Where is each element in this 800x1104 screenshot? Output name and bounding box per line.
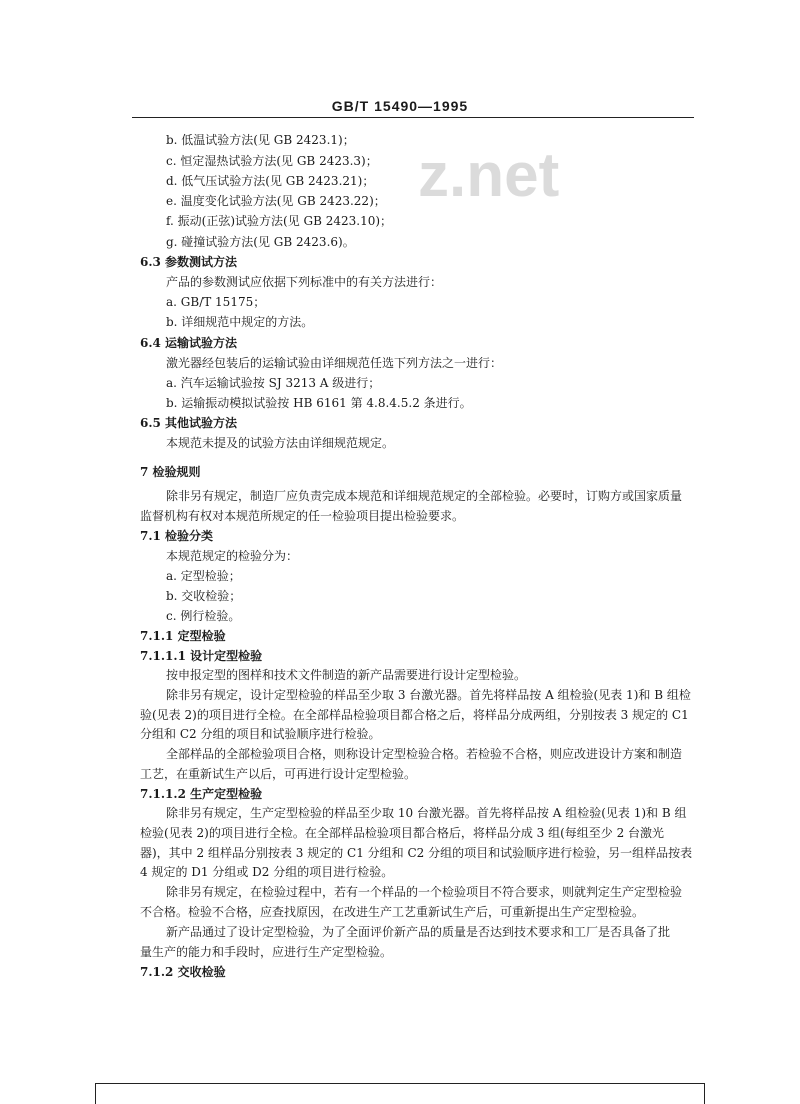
text-line-l29: 验(见表 2)的项目进行全检。在全部样品检验项目都合格之后，将样品分成两组，分别按表 3 规定的 C1	[140, 708, 689, 722]
text-line-l23: b. 交收检验；	[166, 589, 242, 603]
text-line-l1: b. 低温试验方法(见 GB 2423.1)；	[166, 133, 355, 147]
text-line-l24: c. 例行检验。	[166, 609, 241, 623]
page-bottom-frame	[95, 1083, 705, 1104]
text-line-l15: 6.5 其他试验方法	[140, 416, 238, 430]
text-line-l18: 除非另有规定，制造厂应负责完成本规范和详细规范规定的全部检验。必要时，订购方或国家质量	[166, 489, 683, 503]
text-line-l36: 器)，其中 2 组样品分别按表 3 规定的 C1 分组和 C2 分组的项目和试验顺序进行检验，另一组样品按表	[140, 846, 693, 860]
text-line-l2: c. 恒定湿热试验方法(见 GB 2423.3)；	[166, 154, 378, 168]
text-line-l21: 本规范规定的检验分为：	[166, 549, 299, 563]
text-line-l12: 激光器经包装后的运输试验由详细规范任选下列方法之一进行：	[166, 356, 503, 370]
document-header-code: GB/T 15490—1995	[331, 98, 469, 114]
text-line-l32: 工艺，在重新试生产以后，可再进行设计定型检验。	[140, 767, 417, 781]
text-line-l14: b. 运输振动模拟试验按 HB 6161 第 4.8.4.5.2 条进行。	[166, 396, 472, 410]
text-line-l31: 全部样品的全部检验项目合格，则称设计定型检验合格。若检验不合格，则应改进设计方案和制造	[166, 747, 683, 761]
text-line-l19: 监督机构有权对本规范所规定的任一检验项目提出检验要求。	[140, 509, 465, 523]
text-line-l35: 检验(见表 2)的项目进行全检。在全部样品检验项目都合格后，将样品分成 3 组(每组至少 2 台激光	[140, 826, 665, 840]
text-line-l8: 产品的参数测试应依据下列标准中的有关方法进行：	[166, 275, 443, 289]
header-rule	[132, 117, 694, 118]
text-line-l30: 分组和 C2 分组的项目和试验顺序进行检验。	[140, 727, 381, 741]
text-line-l20: 7.1 检验分类	[140, 529, 214, 543]
text-line-l26: 7.1.1.1 设计定型检验	[140, 649, 263, 663]
text-line-l34: 除非另有规定，生产定型检验的样品至少取 10 台激光器。首先将样品按 A 组检验(见表 1)和 B 组	[166, 806, 687, 820]
text-line-l37: 4 规定的 D1 分组或 D2 分组的项目进行检验。	[140, 865, 394, 879]
text-line-l16: 本规范未提及的试验方法由详细规范规定。	[166, 436, 395, 450]
text-line-l11: 6.4 运输试验方法	[140, 336, 238, 350]
text-line-l27: 按申报定型的图样和技术文件制造的新产品需要进行设计定型检验。	[166, 668, 527, 682]
text-line-l13: a. 汽车运输试验按 SJ 3213 A 级进行；	[166, 376, 381, 390]
text-line-l40: 新产品通过了设计定型检验，为了全面评价新产品的质量是否达到技术要求和工厂是否具备了批	[166, 925, 671, 939]
text-line-l22: a. 定型检验；	[166, 569, 241, 583]
text-line-l5: f. 振动(正弦)试验方法(见 GB 2423.10)；	[166, 214, 393, 228]
text-line-l42: 7.1.2 交收检验	[140, 965, 226, 979]
text-line-l41: 量生产的能力和手段时，应进行生产定型检验。	[140, 945, 393, 959]
text-line-l7: 6.3 参数测试方法	[140, 255, 238, 269]
text-line-l6: g. 碰撞试验方法(见 GB 2423.6)。	[166, 235, 355, 249]
text-line-l4: e. 温度变化试验方法(见 GB 2423.22)；	[166, 194, 386, 208]
text-line-l39: 不合格。检验不合格，应查找原因，在改进生产工艺重新试生产后，可重新提出生产定型检验。	[140, 905, 645, 919]
text-line-l3: d. 低气压试验方法(见 GB 2423.21)；	[166, 174, 375, 188]
text-line-l17: 7 检验规则	[140, 465, 201, 479]
text-line-l10: b. 详细规范中规定的方法。	[166, 315, 314, 329]
watermark: z.net	[418, 141, 560, 210]
text-line-l33: 7.1.1.2 生产定型检验	[140, 787, 263, 801]
text-line-l28: 除非另有规定，设计定型检验的样品至少取 3 台激光器。首先将样品按 A 组检验(见表 1)和 B 组检	[166, 688, 691, 702]
text-line-l38: 除非另有规定，在检验过程中，若有一个样品的一个检验项目不符合要求，则就判定生产定型检验	[166, 885, 683, 899]
text-line-l25: 7.1.1 定型检验	[140, 629, 226, 643]
text-line-l9: a. GB/T 15175；	[166, 295, 266, 309]
